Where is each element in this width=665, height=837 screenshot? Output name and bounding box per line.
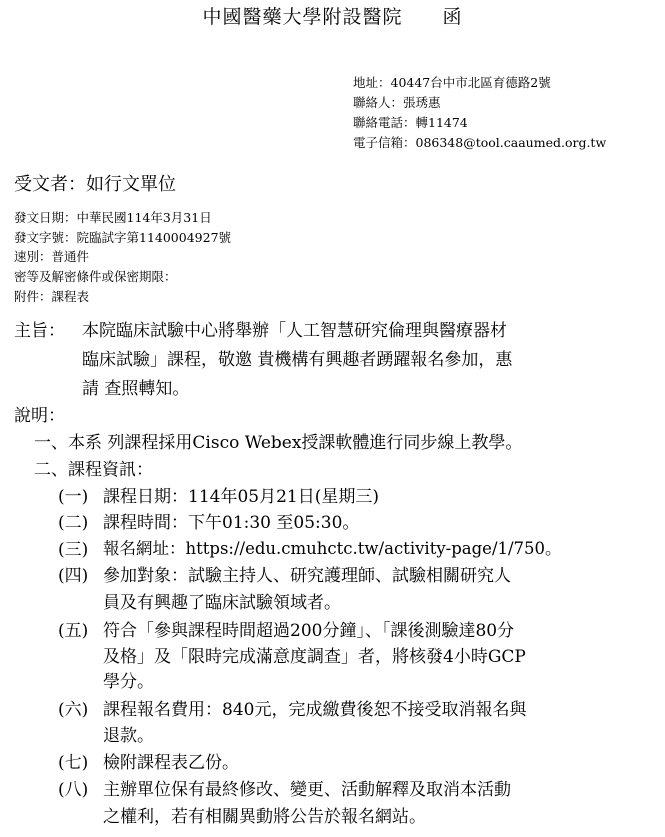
- sub-item-number: (七): [58, 753, 89, 773]
- sub-item-line: 課程報名費用：840元，完成繳費後恕不接受取消報名與: [103, 700, 527, 720]
- secrecy-level: 密等及解密條件或保密期限：: [14, 269, 177, 284]
- subject-line: 本院臨床試驗中心將舉辦「人工智慧研究倫理與醫療器材: [82, 321, 507, 341]
- sub-item-line: 符合「參與課程時間超過200分鐘」、「課後測驗達80分: [103, 621, 515, 641]
- explanation-label: 說明：: [14, 406, 65, 426]
- sub-item-number: (六): [58, 700, 89, 720]
- sub-item-line: 主辦單位保有最終修改、變更、活動解釋及取消本活動: [103, 780, 511, 800]
- sub-item-line: 檢附課程表乙份。: [103, 753, 239, 773]
- explanation-item-2: 二、課程資訊：: [34, 460, 153, 480]
- subject-line: 臨床試驗」課程，敬邀 貴機構有興趣者踴躍報名參加，惠: [82, 350, 513, 370]
- letter-title: [0, 2, 665, 29]
- subject-label: 主旨：: [14, 321, 65, 341]
- sub-item-number: (八): [58, 780, 89, 800]
- contact-address: 地址：40447台中市北區育德路2號: [353, 75, 551, 90]
- contact-email: 電子信箱：086348@tool.caaumed.org.tw: [353, 135, 607, 150]
- recipient: 受文者：如行文單位: [14, 174, 176, 195]
- sub-item-line: 課程時間：下午01:30 至05:30。: [103, 513, 360, 533]
- attachment: 附件：課程表: [14, 289, 90, 304]
- contact-phone: 聯絡電話：轉11474: [353, 115, 468, 130]
- contact-person: 聯絡人：張琇惠: [353, 95, 441, 110]
- doc-type: 函: [442, 6, 463, 28]
- sub-item-number: (三): [58, 540, 89, 560]
- sub-item-number: (四): [58, 566, 89, 586]
- sub-item-number: (一): [58, 487, 89, 507]
- sub-item-line: 課程日期：114年05月21日(星期三): [103, 487, 379, 507]
- sub-item-line: 學分。: [103, 672, 154, 692]
- explanation-item-1: 一、本系 列課程採用Cisco Webex授課軟體進行同步線上教學。: [34, 433, 523, 453]
- sub-item-line: 參加對象：試驗主持人、研究護理師、試驗相關研究人: [103, 566, 511, 586]
- sub-item-line: 及格」及「限時完成滿意度調查」者，將核發4小時GCP: [103, 647, 526, 667]
- issue-date: 發文日期：中華民國114年3月31日: [14, 210, 212, 225]
- registration-url[interactable]: 報名網址：https://edu.cmuhctc.tw/activity-page/1/750。: [103, 539, 562, 558]
- sub-item-number: (五): [58, 621, 89, 641]
- delivery-speed: 速別：普通件: [14, 249, 90, 264]
- doc-number: 發文字號：院臨試字第1140004927號: [14, 230, 232, 245]
- hospital-name: 中國醫藥大學附設醫院: [202, 6, 403, 28]
- sub-item-line: 員及有興趣了臨床試驗領域者。: [103, 593, 341, 613]
- sub-item-line: 之權利，若有相關異動將公告於報名網站。: [103, 807, 426, 827]
- subject-line: 請 查照轉知。: [82, 379, 190, 399]
- sub-item-line: 退款。: [103, 726, 154, 746]
- sub-item-number: (二): [58, 513, 89, 533]
